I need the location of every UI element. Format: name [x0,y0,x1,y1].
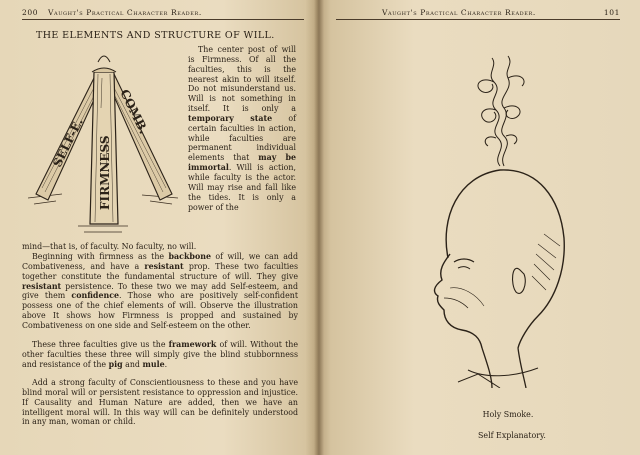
right-running-title: Vaught's Practical Character Reader. [382,8,536,17]
left-running-head [22,8,304,20]
paragraph-3: These three faculties give us the framework of will. Without the other faculties these three will simply give the blind stubbornness and resistance of the pig and mule. [22,340,298,369]
label-firmness: FIRMNESS [98,135,112,210]
left-page [0,0,318,455]
right-page-number: 101 [603,8,620,17]
right-running-head [336,8,620,20]
caption-title: Holy Smoke. [482,410,534,419]
right-page [318,0,640,455]
paragraph-2: Beginning with firmness as the backbone of will, we can add Combativeness, and have a resistant prop. These two faculties together constitute the fundamental structure of will. They give resistant persistence. To these two we may add Self-esteem, and give them confidence. Those who are positively self-confident possess one of the chief elements of will. Observe the illustration above It shows how Firmness is propped and sustained by Combativeness on one side and Self-esteem on the other. [22,252,299,330]
book-gutter [314,0,324,455]
left-page-number: 200 [22,8,39,17]
left-running-title: Vaught's Practical Character Reader. [48,8,202,17]
paragraph-4: Add a strong faculty of Conscientiousness to these and you have blind moral will or persistent resistance to oppression and injustice. If Causality and Human Nature are added, then we have an intelligent moral will. In this way will can be definitely understood in any man, woman or child. [22,378,298,427]
paragraph-1-tail: mind—that is, of faculty. No faculty, no will. [22,242,197,251]
paragraph-1-column: The center post of will is Firmness. Of all the faculties, this is the nearest akin to will itself. Do not misunderstand us. Will is not something in itself. It is only a temporary state of certain faculties in action, while faculties are permanent individual elements that may be immortal. Will is action, while faculty is the actor. Will may rise and fall like the tides. It is only a power of the [188,45,296,212]
label-self-esteem: SELF-E. [50,115,86,170]
label-combativeness: COMB. [117,87,151,137]
caption-subtitle: Self Explanatory. [478,431,546,440]
will-structure-diagram [22,48,184,238]
holy-smoke-portrait [388,48,608,388]
chapter-title: THE ELEMENTS AND STRUCTURE OF WILL. [36,30,275,41]
